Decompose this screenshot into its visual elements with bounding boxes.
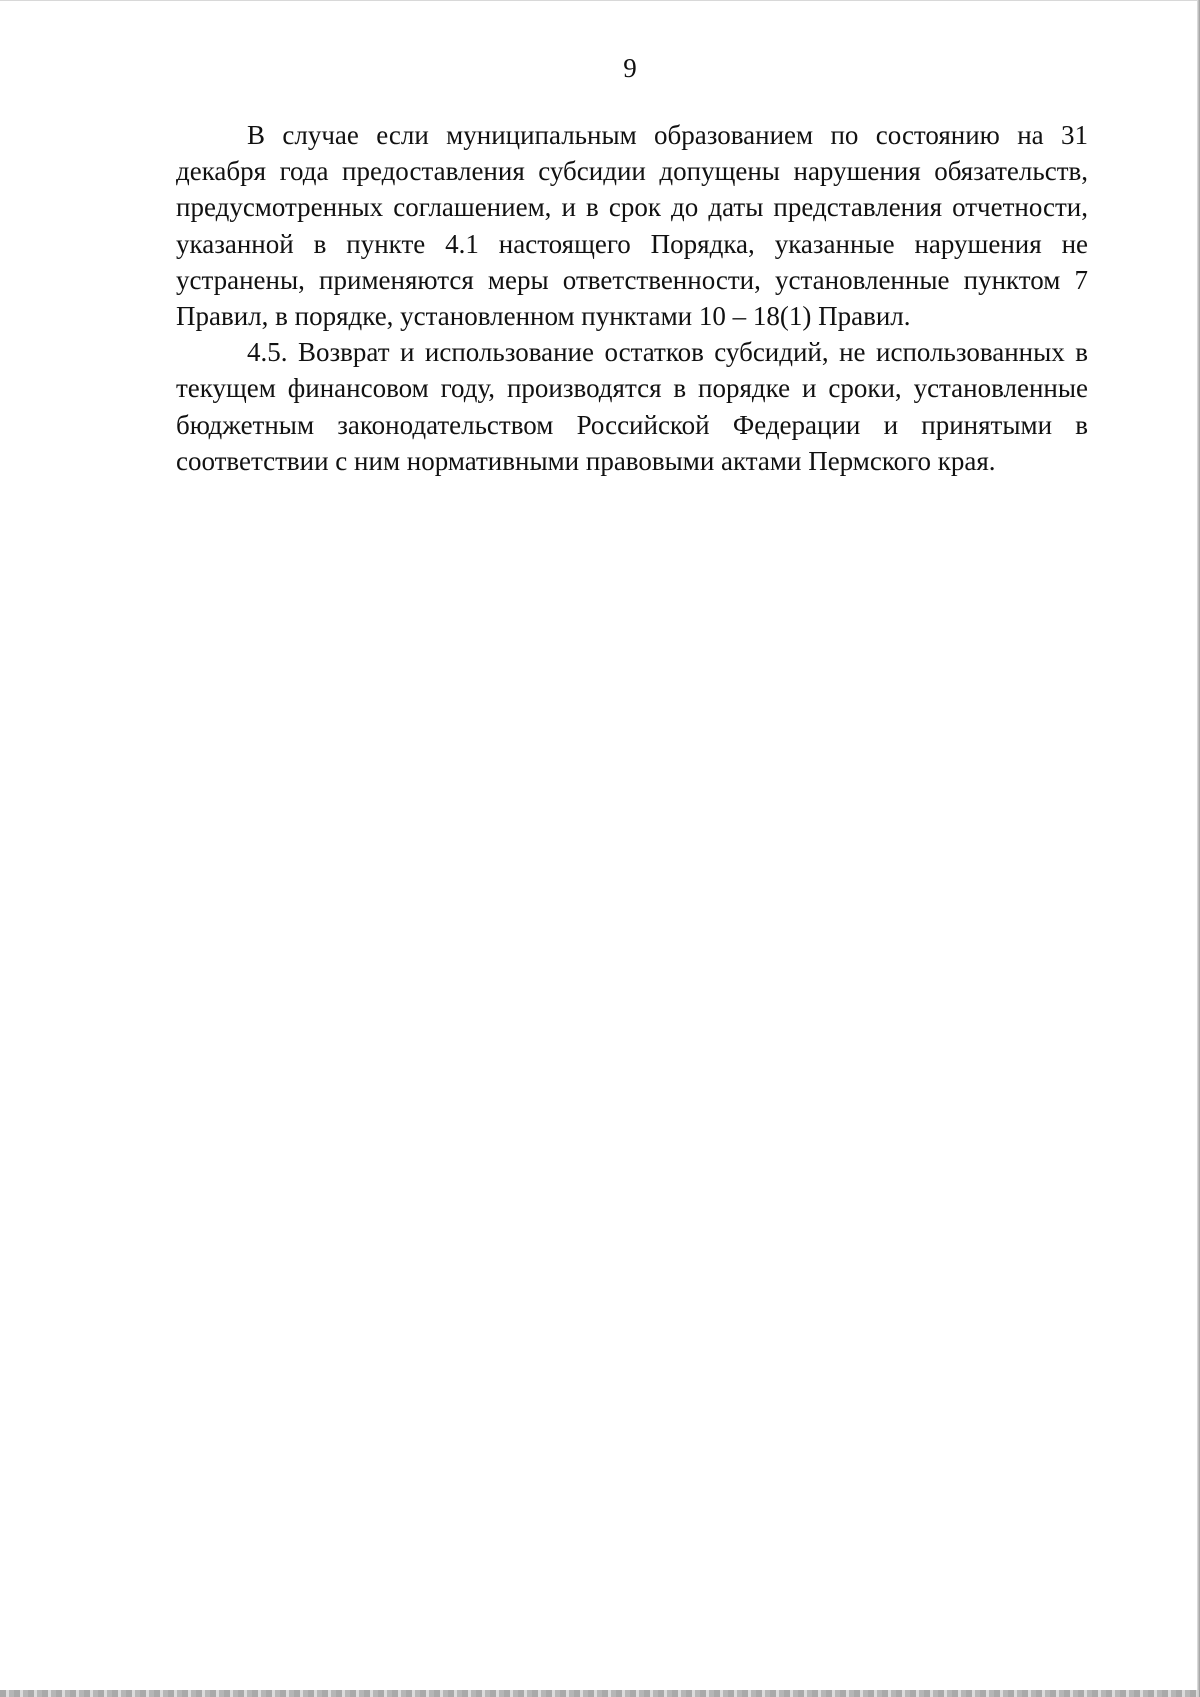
scan-edge-bottom	[0, 1690, 1200, 1697]
scan-edge-top	[0, 0, 1200, 1]
paragraph-liability: В случае если муниципальным образованием по состоянию на 31 декабря года предоставления субсидии допущены нарушения обязательств, предусмотренных соглашением, и в срок до даты представления отчетности, указанной в пункте 4.1 настоящего Порядка, указанные нарушения не устранены, применяются меры ответственности, установленные пунктом 7 Правил, в порядке, установленном пунктами 10 – 18(1) Правил.	[176, 120, 1088, 332]
paragraph-4-5: 4.5. Возврат и использование остатков субсидий, не использованных в текущем финансовом году, производятся в порядке и сроки, установленные бюджетным законодательством Российской Федерации и принятыми в соответствии с ним нормативными правовыми актами Пермского края.	[176, 337, 1088, 476]
body-text	[176, 117, 1088, 479]
page-number: 9	[623, 53, 637, 83]
